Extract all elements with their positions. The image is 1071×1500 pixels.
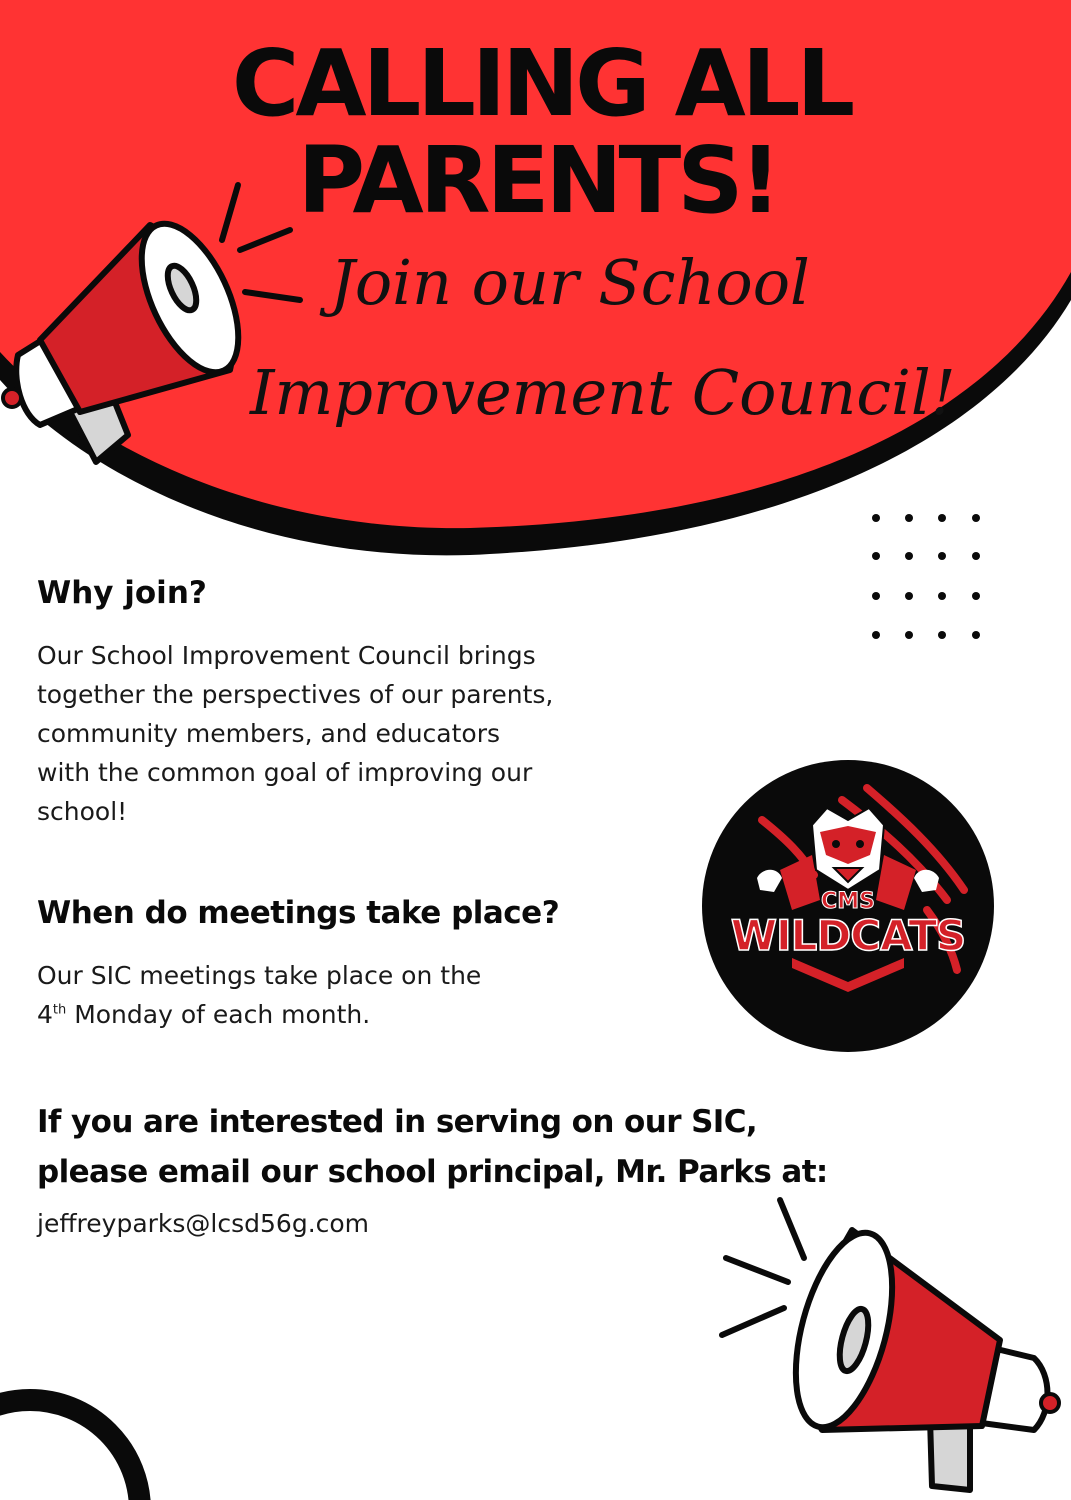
- contact-email[interactable]: jeffreyparks@lcsd56g.com: [37, 1209, 370, 1238]
- contact-heading: [37, 1097, 1037, 1197]
- meetings-heading: When do meetings take place?: [37, 895, 560, 931]
- logo-top-text: CMS: [821, 889, 875, 914]
- page-title-line2: PARENTS!: [297, 127, 778, 234]
- script-subtitle-line1: Join our School: [330, 246, 810, 319]
- meetings-body: [37, 956, 597, 1034]
- meetings-ordinal-suffix: th: [52, 1002, 67, 1018]
- contact-heading-line2: please email our school principal, Mr. Parks at:: [37, 1154, 828, 1190]
- why-join-body: Our School Improvement Council brings together the perspectives of our parents, community members, and educators with the common goal of improving our school!: [37, 641, 554, 826]
- script-subtitle-line2: Improvement Council!: [250, 356, 956, 429]
- contact-heading-line1: If you are interested in serving on our SIC,: [37, 1104, 758, 1140]
- meetings-ordinal-number: 4: [37, 1000, 53, 1029]
- why-join-heading: Why join?: [37, 575, 207, 611]
- logo-bottom-text: WILDCATS: [730, 911, 966, 960]
- dot-grid-decoration: [866, 508, 991, 648]
- megaphone-icon: [712, 1190, 1071, 1500]
- meetings-body-prefix: Our SIC meetings take place on the: [37, 961, 482, 990]
- page-title-line1: CALLING ALL: [231, 30, 852, 137]
- wildcats-logo: [702, 760, 994, 1052]
- ring-decoration: [0, 1330, 180, 1500]
- meetings-body-suffix: Monday of each month.: [66, 1000, 371, 1029]
